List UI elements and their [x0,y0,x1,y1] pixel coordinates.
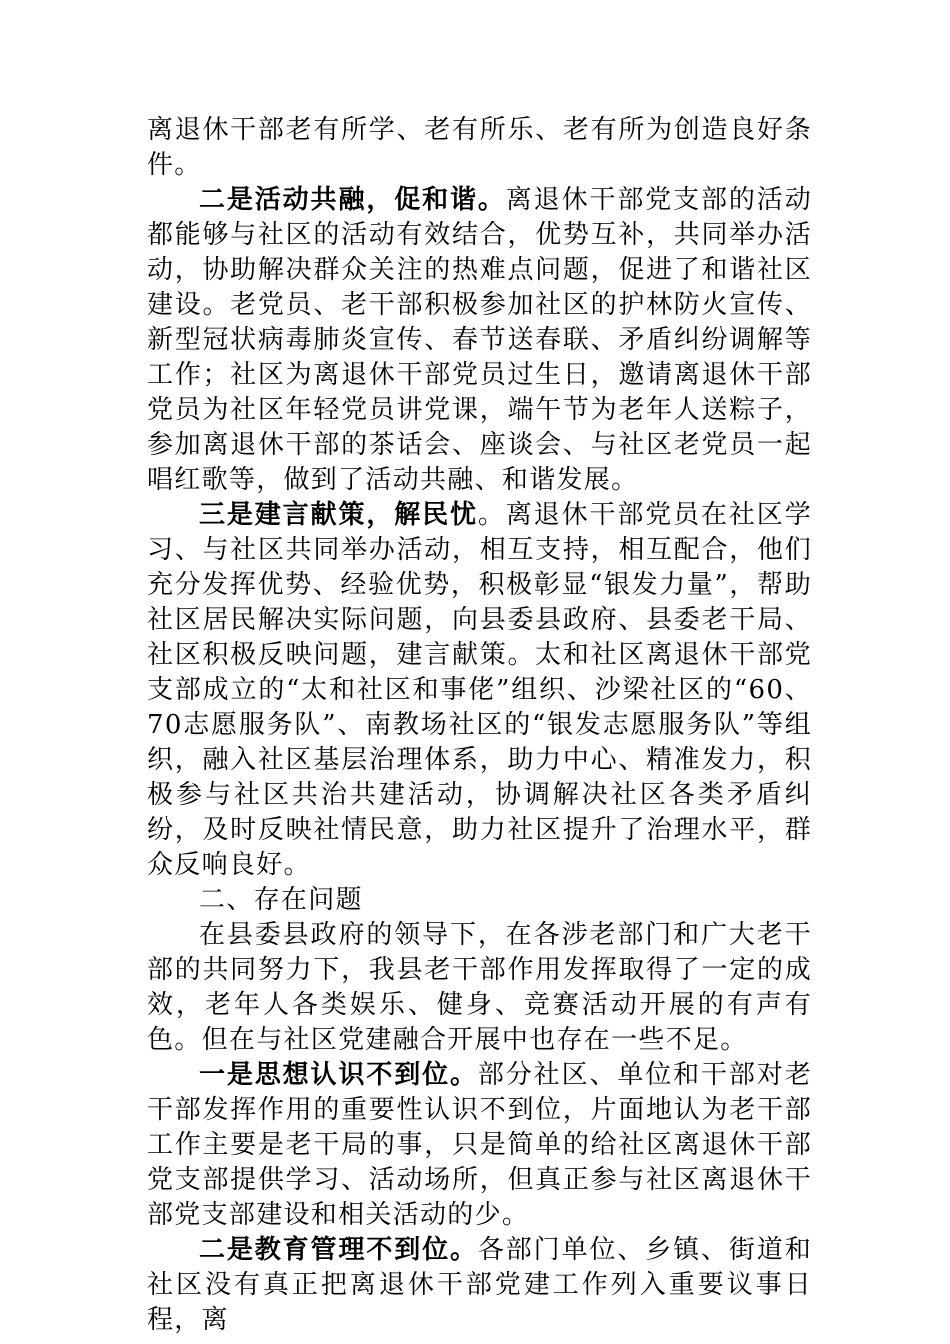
paragraph-advice-suggestions [147,498,812,883]
paragraph-education-management [147,1233,812,1338]
paragraph-text: 各部门单位、乡镇、街道和社区没有真正把离退休干部党建工作列入重要议事日程，离 [147,1235,812,1335]
paragraph-activity-integration [147,183,812,498]
paragraph-problems-intro [147,918,812,1058]
paragraph-awareness [147,1058,812,1233]
paragraph-lead: 一是思想认识不到位。 [199,1060,478,1090]
paragraph-lead: 二是活动共融，促和谐。 [199,185,506,215]
paragraph-text: 离退休干部党支部的活动都能够与社区的活动有效结合，优势互补，共同举办活动，协助解决群众关注的热难点问题，促进了和谐社区建设。老党员、老干部积极参加社区的护林防火宣传、新型冠状病毒肺炎宣传、春节送春联、矛盾纠纷调解等工作；社区为离退休干部党员过生日，邀请离退休干部党员为社区年轻党员讲党课，端午节为老年人送粽子，参加离退休干部的茶话会、座谈会、与社区老党员一起唱红歌等，做到了活动共融、和谐发展。 [147,185,812,495]
paragraph-lead: 三是建言献策，解民忧 [199,500,478,530]
paragraph-text: 离退休干部老有所学、老有所乐、老有所为创造良好条件。 [147,115,812,180]
section-heading: 二、存在问题 [199,885,363,915]
paragraph-text: 部分社区、单位和干部对老干部发挥作用的重要性认识不到位，片面地认为老干部工作主要是老干局的事，只是简单的给社区离退休干部党支部提供学习、活动场所，但真正参与社区离退休干部党支部建设和相关活动的少。 [147,1060,812,1230]
paragraph-text: 在县委县政府的领导下，在各涉老部门和广大老干部的共同努力下，我县老干部作用发挥取得了一定的成效，老年人各类娱乐、健身、竞赛活动开展的有声有色。但在与社区党建融合开展中也存在一些不足。 [147,920,812,1055]
document-body [147,113,812,1338]
paragraph-lead: 二是教育管理不到位。 [199,1235,478,1265]
paragraph-text: 。离退休干部党员在社区学习、与社区共同举办活动，相互支持，相互配合，他们充分发挥优势、经验优势，积极彰显“银发力量”，帮助社区居民解决实际问题，向县委县政府、县委老干局、社区积极反映问题，建言献策。太和社区离退休干部党支部成立的“太和社区和事佬”组织、沙梁社区的“60、70志愿服务队”、南教场社区的“银发志愿服务队”等组织，融入社区基层治理体系，助力中心、精准发力，积极参与社区共治共建活动，协调解决社区各类矛盾纠纷，及时反映社情民意，助力社区提升了治理水平，群众反响良好。 [147,500,812,880]
paragraph-continuation [147,113,812,183]
